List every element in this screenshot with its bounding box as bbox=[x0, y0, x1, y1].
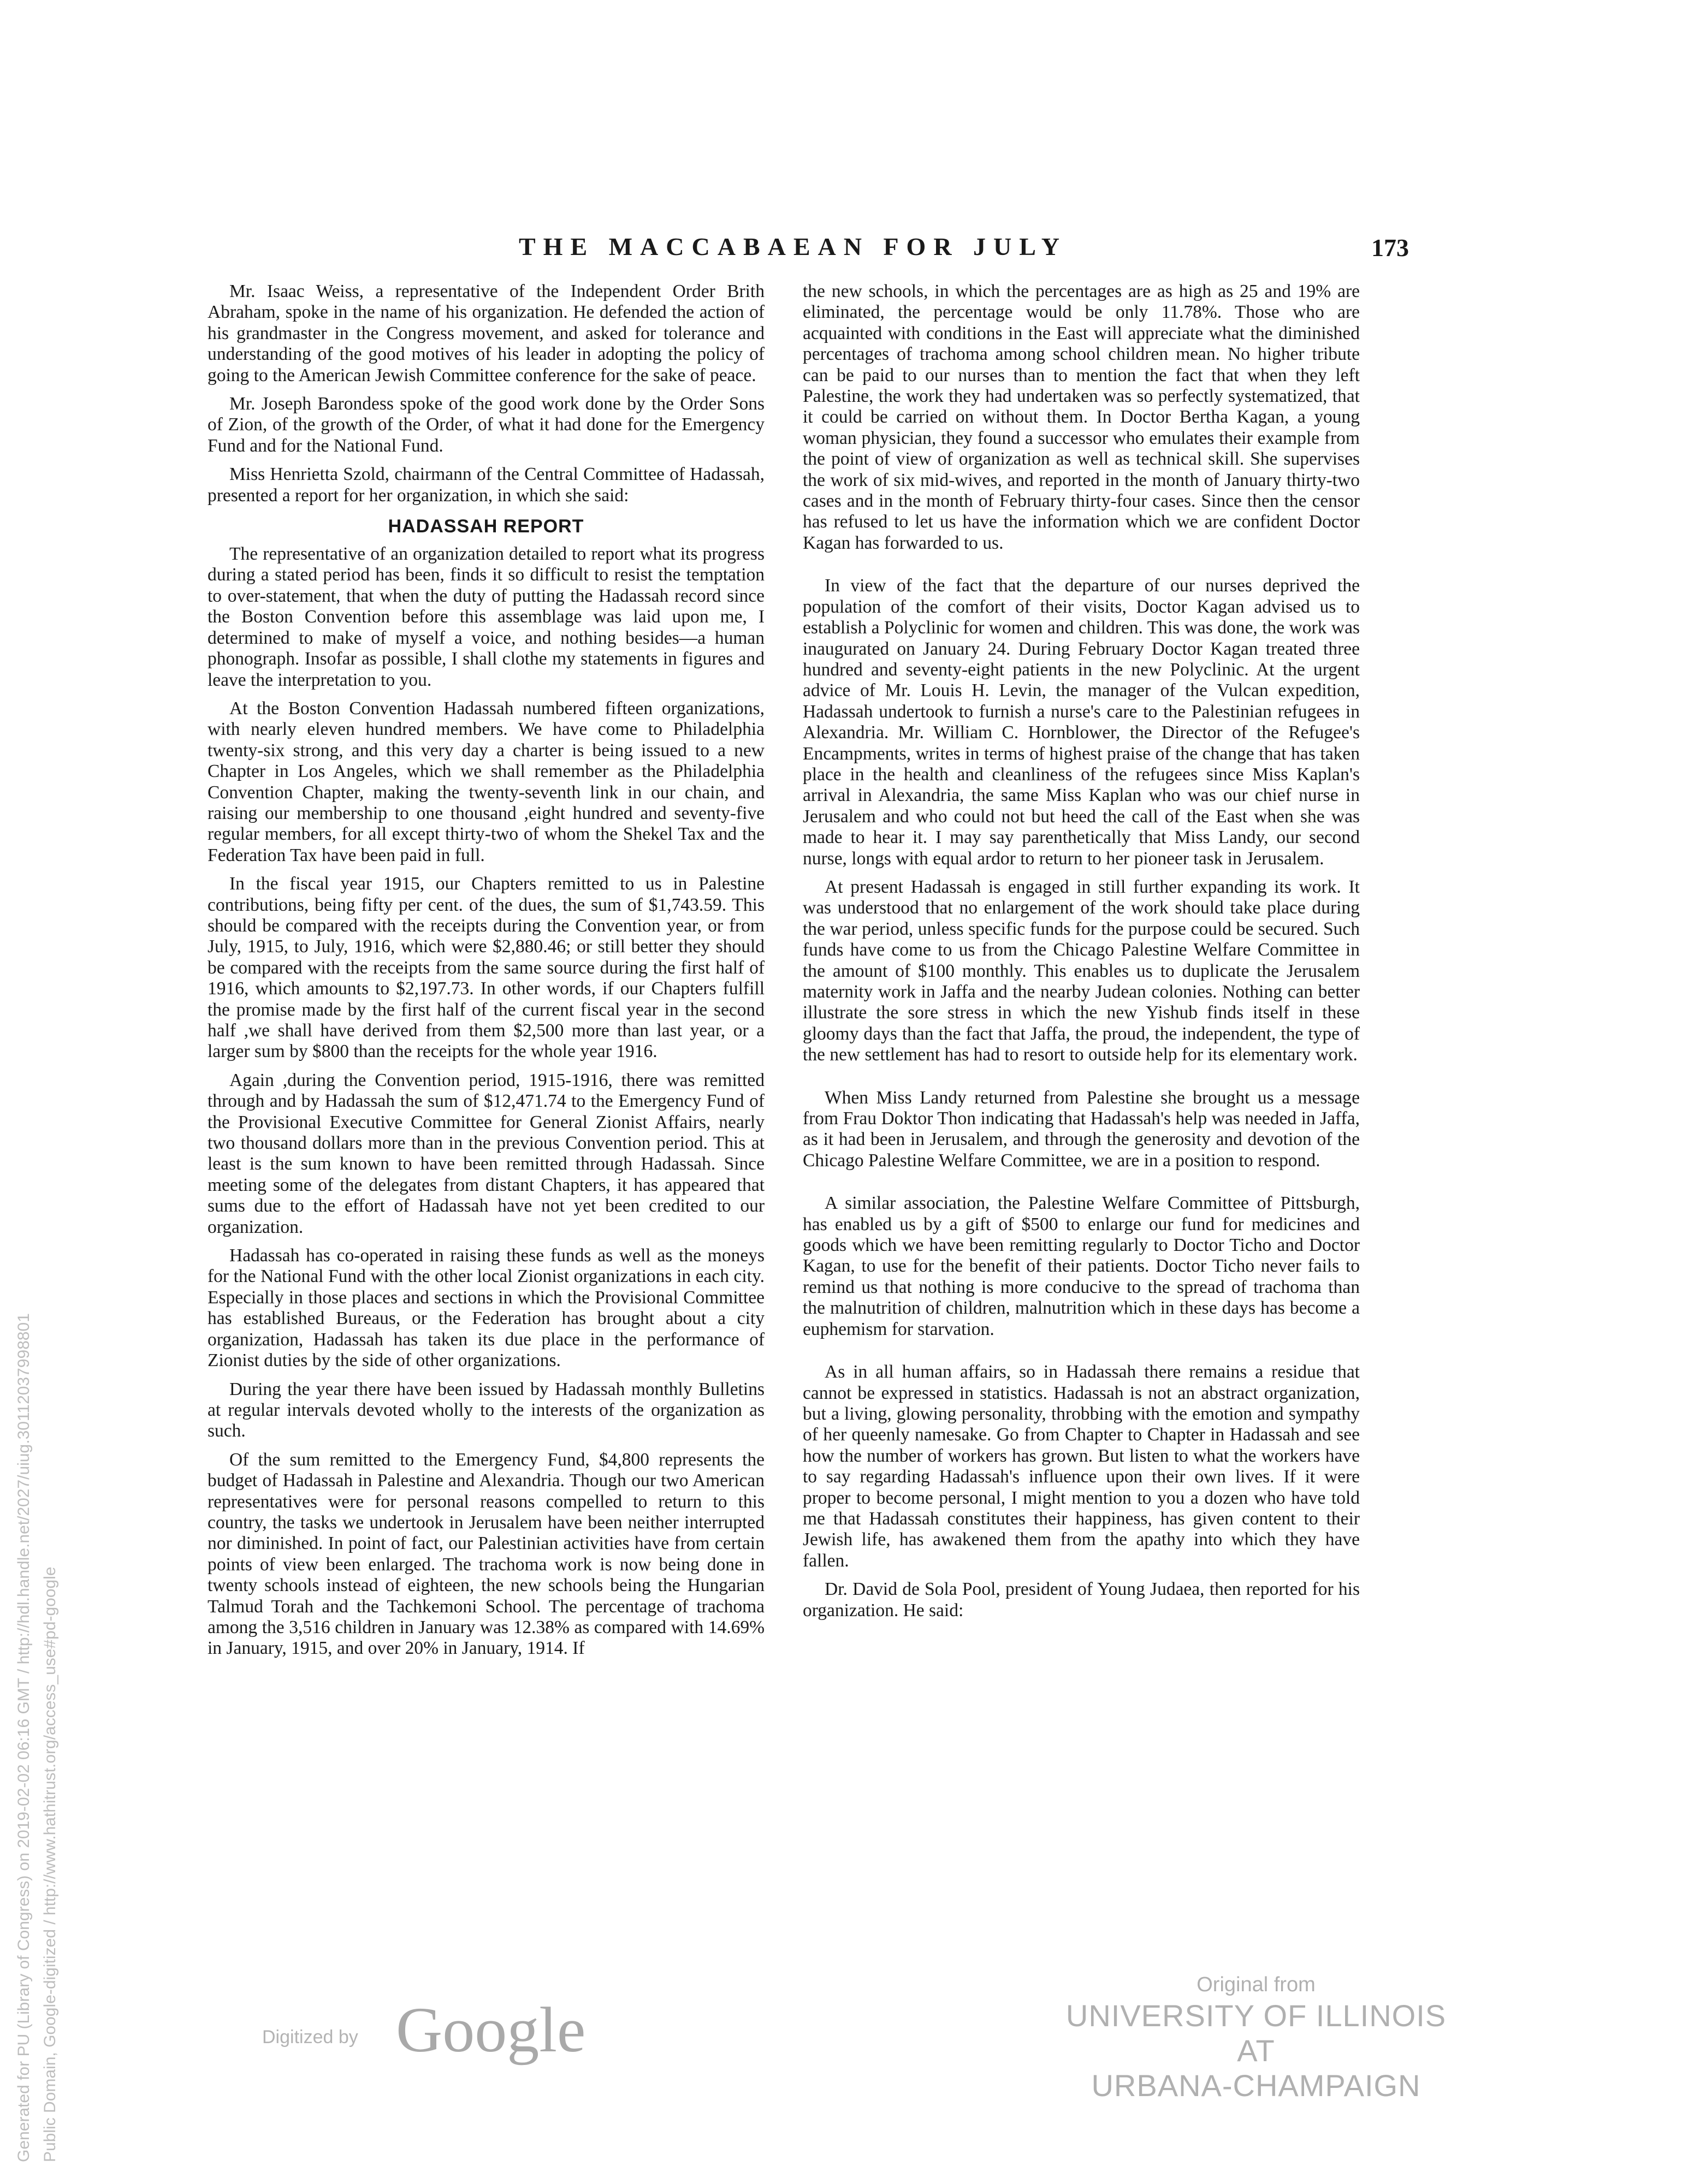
running-title: THE MACCABAEAN FOR JULY bbox=[519, 233, 1067, 260]
paragraph-young-judaea: Dr. David de Sola Pool, president of Young Judaea, then reported for his organization. He said: bbox=[803, 1579, 1360, 1621]
original-from-label: Original from bbox=[1197, 1973, 1316, 1996]
section-heading: HADASSAH REPORT bbox=[388, 516, 584, 537]
paragraph-pittsburgh: A similar association, the Palestine Welfare Committee of Pittsburgh, has enabled us by a gift of $500 to enlarge our fund for medicines and goods which we have been remitting regularly to Doctor Ticho and Doctor Kagan, to use for the benefit of their patients. Doctor Ticho never fails to remind us that nothing is more conducive to the spread of trachoma than the malnutrition of children, malnutrition which in these days has become a euphemism for starvation. bbox=[803, 1193, 1360, 1339]
digitized-by-label: Digitized by bbox=[262, 2027, 358, 2048]
institution-line-2: URBANA-CHAMPAIGN bbox=[1091, 2068, 1421, 2103]
paragraph-trachoma-continued: the new schools, in which the percentages are as high as 25 and 19% are eliminated, the percentage would be only 11.78%. Those who are acquainted with conditions in the East will appreciate what the diminished percentages of trachoma among school children mean. No higher tribute can be paid to our nurses than to mention the fact that when they left Palestine, the work they had undertaken was so perfectly systematized, that it could be carried on without them. In Doctor Bertha Kagan, a young woman physician, they found a successor who emulates their example from the point of view of organization as well as technical skill. She supervises the work of six mid-wives, and reported in the month of January thirty-two cases and in the month of February thirty-four cases. Since then the censor has refused to let us have the information which we are confident Doctor Kagan has forwarded to us. bbox=[803, 281, 1360, 553]
paragraph-report-intro: The representative of an organization detailed to report what its progress during a stated period has been, finds it so difficult to resist the temptation to over-statement, that when the duty of putting the Hadassah record since the Boston Convention before this assemblage was laid upon me, I determined to make of myself a voice, and nothing besides—a human phonograph. Insofar as possible, I shall clothe my statements in figures and leave the interpretation to you. bbox=[208, 544, 765, 690]
hathitrust-watermark bbox=[11, 797, 63, 2162]
paragraph-weiss: Mr. Isaac Weiss, a representative of the Independent Order Brith Abraham, spoke in the name of his organization. He defended the action of his grandmaster in the Congress movement, and asked for tolerance and understanding of the good motives of his leader in adopting the policy of going to the American Jewish Committee conference for the sake of peace. bbox=[208, 281, 765, 385]
paragraph-emergency-fund: Again ,during the Convention period, 1915-1916, there was remitted through and by Hadassah the sum of $12,471.74 to the Emergency Fund of the Provisional Executive Committee for General Zionist Affairs, nearly two thousand dollars more than in the previous Convention period. This at least is the sum known to have been remitted through Hadassah. Since meeting some of the delegates from distant Chapters, it has appeared that sums due to the effort of Hadassah have not yet been credited to our organization. bbox=[208, 1070, 765, 1237]
watermark-line-1: Generated for PU (Library of Congress) on 2019-02-02 06:16 GMT / http://hdl.handle.net/2027/uiug.30112037998801 bbox=[15, 1313, 33, 2162]
paragraph-membership: At the Boston Convention Hadassah numbered fifteen organizations, with nearly eleven hundred members. We have come to Philadelphia twenty-six strong, and this very day a charter is being issued to a new Chapter in Los Angeles, which we shall remember as the Philadelphia Convention Chapter, making the twenty-seventh link in our chain, and raising our membership to one thousand ,eight hundred and seventy-five regular members, for all except thirty-two of whom the Shekel Tax and the Federation Tax have been paid in full. bbox=[208, 698, 765, 865]
page-header bbox=[208, 232, 1409, 265]
paragraph-budget: Of the sum remitted to the Emergency Fund, $4,800 represents the budget of Hadassah in Palestine and Alexandria. Though our two American representatives were for personal reasons compelled to return to this country, the tasks we undertook in Jerusalem have been neither interrupted nor diminished. In point of fact, our Palestinian activities have from certain points of view been enlarged. The trachoma work is now being done in twenty schools instead of eighteen, the new schools being the Hungarian Talmud Torah and the Tachkemoni School. The percentage of trachoma among the 3,516 children in January was 12.38% as compared with 14.69% in January, 1915, and over 20% in January, 1914. If bbox=[208, 1449, 765, 1659]
paragraph-polyclinic: In view of the fact that the departure of our nurses deprived the population of the comfort of their visits, Doctor Kagan advised us to establish a Polyclinic for women and children. This was done, the work was inaugurated on January 24. During February Doctor Kagan treated three hundred and seventy-eight patients in the new Polyclinic. At the urgent advice of Mr. Louis H. Levin, the manager of the Vulcan expedition, Hadassah undertook to furnish a nurse's care to the Palestinian refugees in Alexandria. Mr. William C. Hornblower, the Director of the Refugee's Encampments, writes in terms of highest praise of the change that has taken place in the health and cleanliness of the refugees since Miss Kaplan's arrival in Alexandria, the same Miss Kaplan who was our chief nurse in Jerusalem and who could not but heed the call of the East when she was made to hear it. I may say parenthetically that Miss Landy, our second nurse, longs with equal ardor to return to her pioneer task in Jerusalem. bbox=[803, 575, 1360, 869]
page-number: 173 bbox=[1371, 234, 1409, 262]
paragraph-bulletins: During the year there have been issued by Hadassah monthly Bulletins at regular intervals devoted wholly to the interests of the organization as such. bbox=[208, 1379, 765, 1441]
institution-line-1: UNIVERSITY OF ILLINOIS AT bbox=[1065, 1998, 1447, 2068]
paragraph-szold-intro: Miss Henrietta Szold, chairmann of the Central Committee of Hadassah, presented a report for her organization, in which she said: bbox=[208, 464, 765, 506]
paragraph-expansion: At present Hadassah is engaged in still further expanding its work. It was understood that no enlargement of the work should take place during the war period, unless specific funds for the purpose could be secured. Such funds have come to us from the Chicago Palestine Welfare Committee in the amount of $100 monthly. This enables us to duplicate the Jerusalem maternity work in Jaffa and the nearby Judean colonies. Nothing can better illustrate the sore stress in which the new Yishub finds itself in these gloomy days than the fact that Jaffa, the proud, the independent, the type of the new settlement has had to resort to outside help for its elementary work. bbox=[803, 876, 1360, 1065]
paragraph-cooperation: Hadassah has co-operated in raising these funds as well as the moneys for the National Fund with the other local Zionist organizations in each city. Especially in those places and sections in which the Provisional Committee has established Bureaus, or the Federation has brought about a city organization, Hadassah has taken its due place in the performance of Zionist duties by the side of other organizations. bbox=[208, 1245, 765, 1371]
left-column bbox=[208, 281, 765, 1659]
paragraph-fiscal-year: In the fiscal year 1915, our Chapters remitted to us in Palestine contributions, being fifty per cent. of the dues, the sum of $1,743.59. This should be compared with the receipts during the Convention year, or from July, 1915, to July, 1916, which were $2,880.46; or still better they should be compared with the receipts from the same source during the first half of 1916, which amounts to $2,197.73. In other words, if our Chapters fulfill the promise made by the first half of the current fiscal year in the second half ,we shall have derived from them $2,500 more than last year, or a larger sum by $800 than the receipts for the whole year 1916. bbox=[208, 874, 765, 1062]
original-source bbox=[1065, 1971, 1447, 2103]
paragraph-barondess: Mr. Joseph Barondess spoke of the good work done by the Order Sons of Zion, of the growth of the Order, of what it had done for the Emergency Fund and for the National Fund. bbox=[208, 394, 765, 456]
paragraph-human-affairs: As in all human affairs, so in Hadassah there remains a residue that cannot be expressed in statistics. Hadassah is not an abstract organization, but a living, glowing personality, throbbing with the emotion and sympathy of her queenly namesake. Go from Chapter to Chapter in Hadassah and see how the number of workers has grown. But listen to what the workers have to say regarding Hadassah's influence upon their own lives. If it were proper to become personal, I might mention to you a dozen who have told me that Hadassah constitutes their happiness, has given content to their Jewish life, has awakened them from the apathy into which they have fallen. bbox=[803, 1362, 1360, 1571]
paragraph-jaffa: When Miss Landy returned from Palestine she brought us a message from Frau Doktor Thon indicating that Hadassah's help was needed in Jaffa, as it had been in Jerusalem, and through the generosity and devotion of the Chicago Palestine Welfare Committee, we are in a position to respond. bbox=[803, 1087, 1360, 1171]
watermark-line-2: Public Domain, Google-digitized / http://www.hathitrust.org/access_use#pd-google bbox=[41, 1566, 59, 2162]
right-column bbox=[803, 281, 1360, 1621]
google-logo: Google bbox=[396, 1994, 586, 2066]
